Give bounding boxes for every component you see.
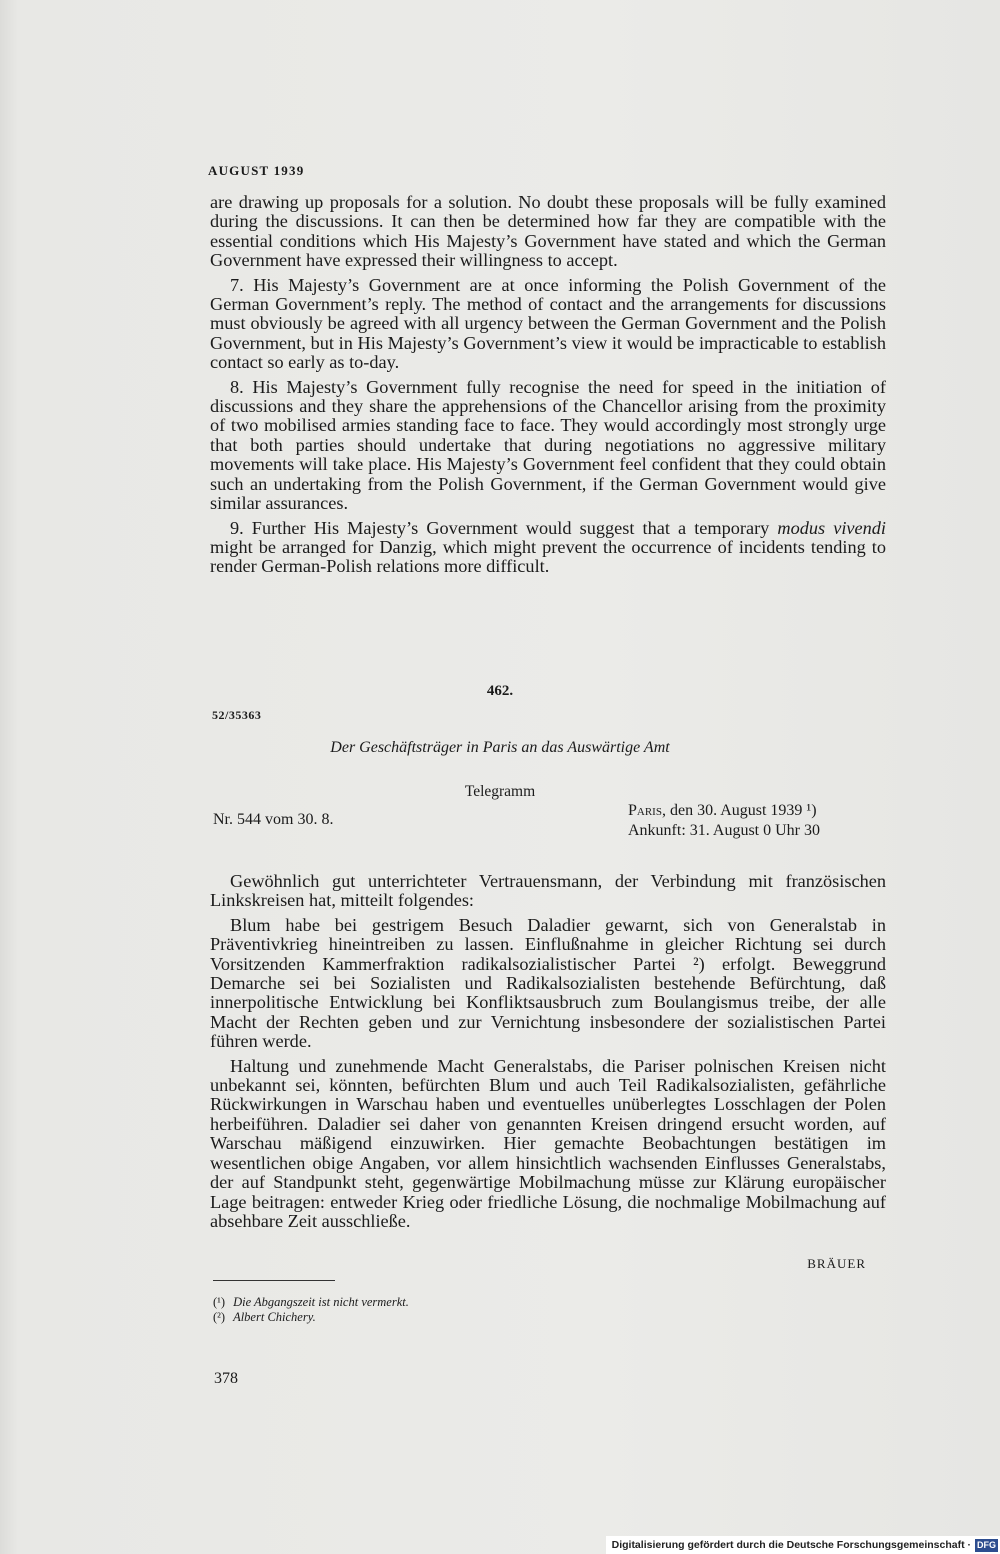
document-type: Telegramm <box>464 783 536 800</box>
file-reference: 52/35363 <box>212 708 262 722</box>
running-head: AUGUST 1939 <box>208 163 305 178</box>
continued-text-block <box>210 193 886 582</box>
paragraph-continued: are drawing up proposals for a solution. No doubt these proposals will be fully examined during the discussions. It can then be determined how far they are compatible with the essential conditions which His Majesty’s Government have stated and which the German Government have expressed their willingness to accept. <box>210 192 886 271</box>
footnotes <box>213 1295 409 1325</box>
dispatch-place: Paris <box>628 802 662 819</box>
telegram-paragraph-1: Gewöhnlich gut unterrichteter Vertrauensmann, der Verbindung mit französischen Linkskreisen hat, mitteilt folgendes: <box>210 871 886 911</box>
paragraph-9-end: might be arranged for Danzig, which might prevent the occurrence of incidents tending to render German-Polish relations more difficult. <box>210 536 886 577</box>
document-title: Der Geschäftsträger in Paris an das Auswärtige Amt <box>330 739 670 756</box>
telegram-text-block <box>210 872 886 1236</box>
document-number: 462. <box>486 683 514 699</box>
paragraph-9-italic: modus vivendi <box>777 517 887 538</box>
footnote-divider <box>213 1280 335 1281</box>
credit-text: Digitalisierung gefördert durch die Deutsche Forschungsgemeinschaft · <box>611 1539 971 1551</box>
dispatch-line <box>628 801 888 821</box>
telegram-number: Nr. 544 vom 30. 8. <box>213 811 334 828</box>
signature: BRÄUER <box>807 1256 866 1271</box>
digitization-credit-bar <box>606 1536 1000 1554</box>
footnote-1-text: Die Abgangszeit ist nicht vermerkt. <box>233 1295 409 1309</box>
dfg-logo-icon: DFG <box>977 1539 996 1550</box>
footnote-1 <box>213 1295 409 1310</box>
arrival-line: Ankunft: 31. August 0 Uhr 30 <box>628 822 820 839</box>
telegram-paragraph-3: Haltung und zunehmende Macht Generalstabs, die Pariser polnischen Kreisen nicht unbekannt sei, könnten, befürchten Blum und auch Teil Radikalsozialisten, gefährliche Rückwirkungen in Warschau haben und eventuelles unüberlegtes Losschlagen der Polen herbeiführen. Daladier sei daher von genannten Kreisen dringend ersucht worden, auf Warschau mäßigend einzuwirken. Hier gemachte Beobachtungen bestätigen im wesentlichen obige Angaben, vor allem hinsichtlich wachsenden Einflusses Generalstabs, der auf Standpunkt steht, gegenwärtige Mobilmachung müsse zur Klärung europäischer Lage beitragen: entweder Krieg oder friedliche Lösung, die nochmalige Mobilmachung auf absehbare Zeit ausschließe. <box>210 1055 886 1231</box>
footnote-1-marker: (¹) <box>213 1295 226 1309</box>
paragraph-7: 7. His Majesty’s Government are at once informing the Polish Government of the German Government’s reply. The method of contact and the arrangements for discussions must obviously be agreed with all urgency between the German Government and the Polish Government, but in His Majesty’s Government’s view it would be impracticable to establish contact so early as to-day. <box>210 274 886 373</box>
paragraph-9 <box>210 519 886 577</box>
footnote-2-text: Albert Chichery. <box>233 1310 316 1324</box>
page-number: 378 <box>214 1370 238 1387</box>
paragraph-8: 8. His Majesty’s Government fully recognise the need for speed in the initiation of discussions and they share the apprehensions of the Chancellor arising from the proximity of two mobilised armies standing face to face. They would accordingly most strongly urge that both parties should undertake that during negotiations no aggressive military movements will take place. His Majesty’s Government feel confident that they could obtain such an undertaking from the Polish Government, if the German Government would give similar assurances. <box>210 376 886 514</box>
telegram-dateline <box>628 801 888 841</box>
dispatch-date: , den 30. August 1939 ¹) <box>661 802 817 819</box>
paragraph-9-start: 9. Further His Majesty’s Government would suggest that a temporary <box>230 517 778 538</box>
footnote-2 <box>213 1310 409 1325</box>
footnote-2-marker: (²) <box>213 1310 226 1324</box>
telegram-paragraph-2: Blum habe bei gestrigem Besuch Daladier gewarnt, sich von Generalstab in Präventivkrieg hineintreiben zu lassen. Einflußnahme in gleicher Richtung sei durch Vorsitzenden Kammerfraktion radikalsozialistischer Partei ²) erfolgt. Beweggrund Demarche sei bei Sozialisten und Radikalsozialisten bestehende Befürchtung, daß innerpolitische Entwicklung bei Konfliktsausbruch zum Boulangismus treibe, der alle Macht der Rechten geben und zur Vernichtung insbesondere der sozialistischen Partei führen werde. <box>210 914 886 1052</box>
